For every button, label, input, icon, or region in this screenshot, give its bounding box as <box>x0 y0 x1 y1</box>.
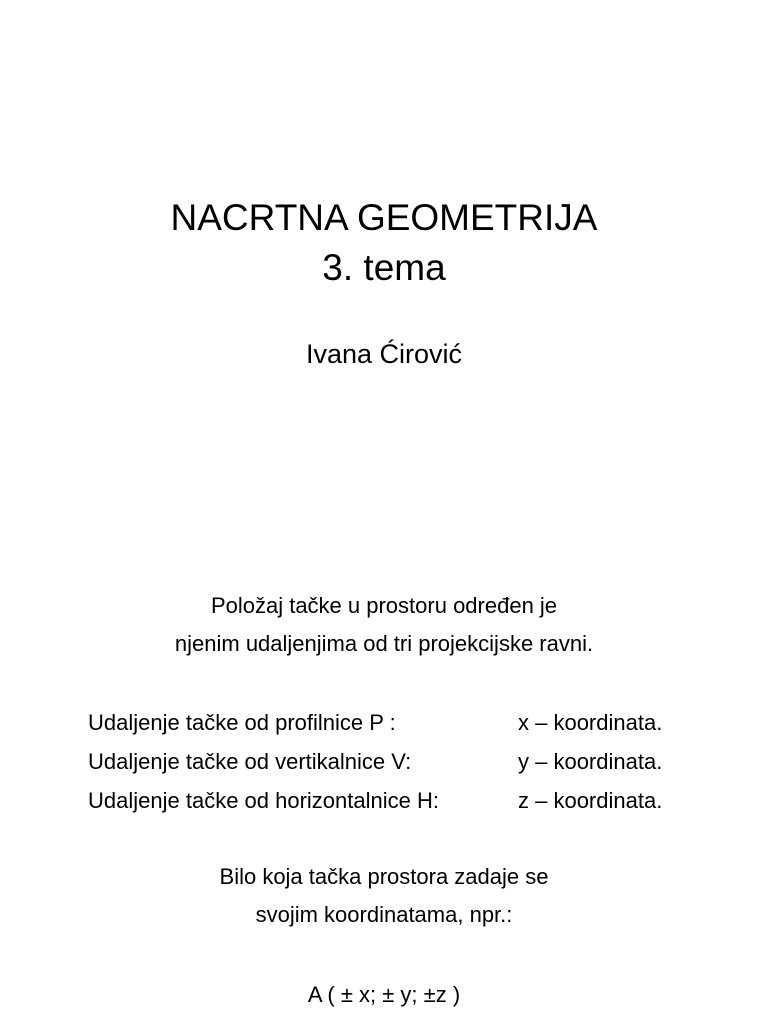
intro-line-1: Položaj tačke u prostoru određen je <box>210 593 558 618</box>
document-title: NACRTNA GEOMETRIJA <box>170 197 598 238</box>
intro-paragraph <box>0 587 768 663</box>
coordinate-value: y – koordinata. <box>518 749 663 774</box>
coordinate-value: x – koordinata. <box>518 710 663 735</box>
coordinate-label: Udaljenje tačke od vertikalnice V: <box>88 749 412 774</box>
title-block <box>0 193 768 293</box>
intro-line-2: njenim udaljenjima od tri projekcijske ravni. <box>174 631 594 656</box>
coordinate-label: Udaljenje tačke od profilnice P : <box>88 710 396 735</box>
coordinate-list <box>88 703 708 820</box>
coordinate-row-x <box>88 703 708 742</box>
coordinate-value: z – koordinata. <box>518 788 663 813</box>
coordinate-row-y <box>88 742 708 781</box>
closing-paragraph <box>0 858 768 934</box>
closing-line-1: Bilo koja tačka prostora zadaje se <box>219 864 549 889</box>
coordinate-label: Udaljenje tačke od horizontalnice H: <box>88 788 439 813</box>
closing-line-2: svojim koordinatama, npr.: <box>255 902 513 927</box>
coordinate-formula: A ( ± x; ± y; ±z ) <box>307 982 461 1007</box>
document-subtitle: 3. tema <box>322 247 446 288</box>
author-name: Ivana Ćirović <box>305 339 463 369</box>
coordinate-row-z <box>88 781 708 820</box>
